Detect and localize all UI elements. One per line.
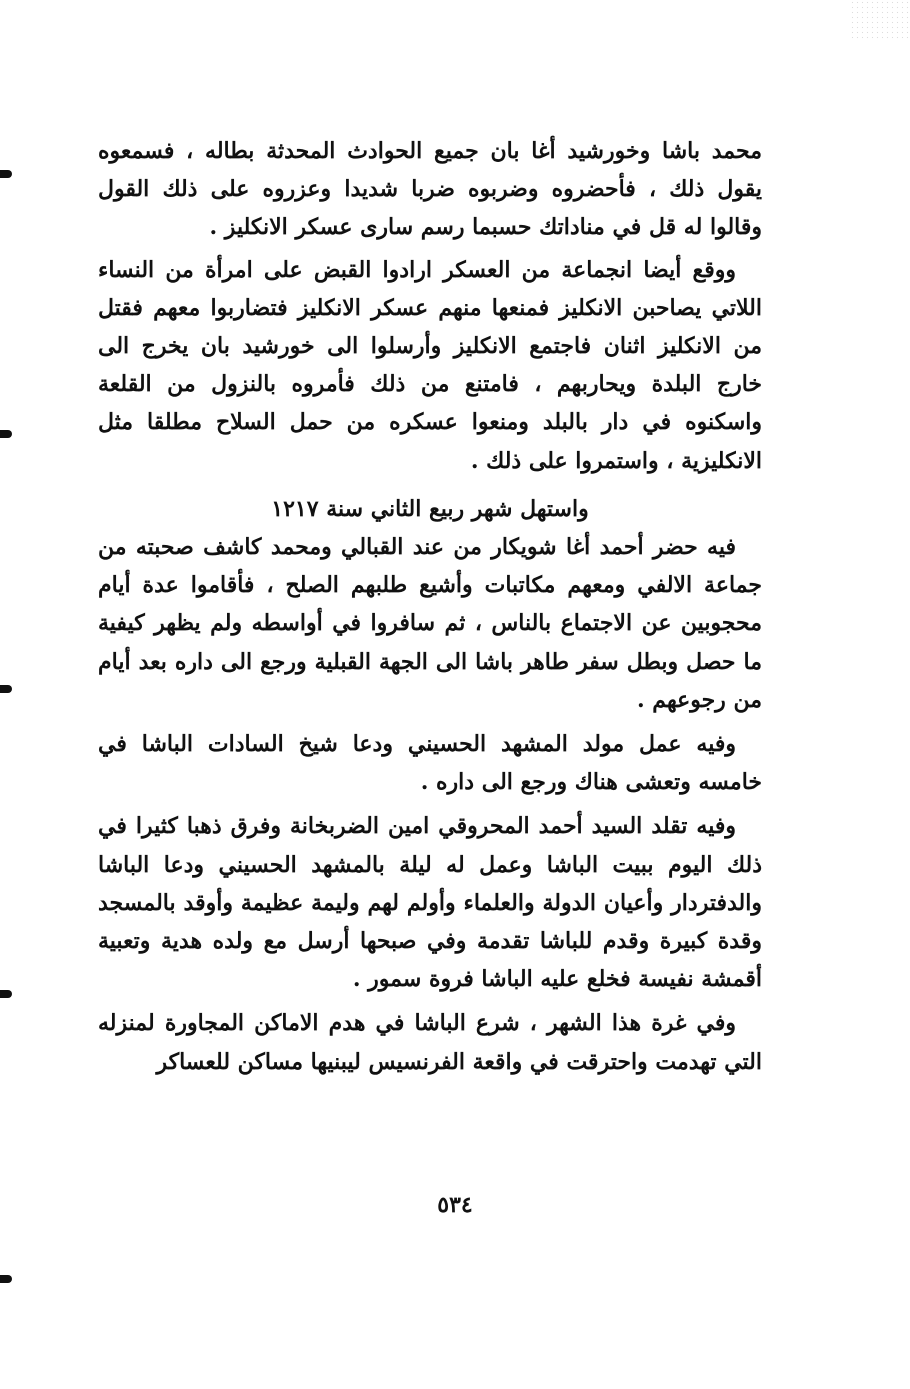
body-text (98, 132, 762, 1081)
binding-mark (0, 430, 12, 438)
binding-mark (0, 685, 12, 693)
binding-mark (0, 1275, 12, 1283)
paragraph: ووقع أيضا انجماعة من العسكر ارادوا القبض على امرأة من النساء اللاتي يصاحبن الانكليز فمنعها منهم عسكر الانكليز فتضاربوا معهم فقتل من الانكليز اثنان فاجتمع الانكليز وأرسلوا الى خورشيد بان يخرج الى خارج البلدة ويحاربهم ، فامتنع من ذلك فأمروه بالنزول من القلعة واسكنوه في دار بالبلد ومنعوا عسكره من حمل السلاح مطلقا مثل الانكليزية ، واستمروا على ذلك . (98, 256, 763, 474)
paragraph: وفيه تقلد السيد أحمد المحروقي امين الضربخانة وفرق ذهبا كثيرا في ذلك اليوم ببيت الباشا وعمل له ليلة بالمشهد الحسيني ودعا الباشا والدفتردار وأعيان الدولة والعلماء وأولم لهم وليمة عظيمة وأوقد بالمسجد وقدة كبيرة وقدم للباشا تقدمة وفي صبحها أرسل مع ولده هدية وتعبية أقمشة نفيسة فخلع عليه الباشا فروة سمور . (98, 813, 762, 993)
section-heading: واستهل شهر ربيع الثاني سنة ١٢١٧ (271, 495, 589, 522)
page-number: ٥٣٤ (437, 1192, 473, 1218)
paragraph: وفي غرة هذا الشهر ، شرع الباشا في هدم الاماكن المجاورة لمنزله التي تهدمت واحترقت في واقعة الفرنسيس ليبنيها مساكن للعساكر (98, 1010, 762, 1075)
binding-mark (0, 170, 12, 178)
scan-noise (850, 0, 910, 40)
paragraph: محمد باشا وخورشيد أغا بان جميع الحوادث المحدثة بطاله ، فسمعوه يقول ذلك ، فأحضروه وضربوه ضربا شديدا وعزروه على ذلك القول وقالوا له قل في مناداتك حسبما رسم سارى عسكر الانكليز . (98, 138, 762, 241)
binding-mark (0, 990, 12, 998)
paragraph: وفيه عمل مولد المشهد الحسيني ودعا شيخ السادات الباشا في خامسه وتعشى هناك ورجع الى داره . (98, 731, 762, 796)
paragraph: فيه حضر أحمد أغا شويكار من عند القبالي ومحمد كاشف صحبته من جماعة الالفي ومعهم مكاتبات وأشيع طلبهم الصلح ، فأقاموا عدة أيام محجوبين عن الاجتماع بالناس ، ثم سافروا في أواسطه ولم يظهر كيفية ما حصل وبطل سفر طاهر باشا الى الجهة القبلية ورجع الى داره بعد أيام من رجوعهم . (98, 534, 762, 713)
